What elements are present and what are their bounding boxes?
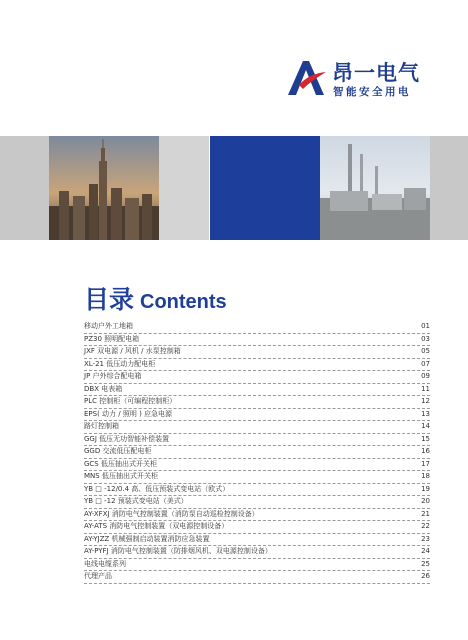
toc-entry[interactable] <box>84 446 430 459</box>
toc-entry[interactable] <box>84 334 430 347</box>
toc-entry-label: GCS 低压抽出式开关柜 <box>84 459 157 468</box>
toc-entry-page: 21 <box>421 509 430 518</box>
toc-entry[interactable] <box>84 546 430 559</box>
toc-entry-page: 18 <box>421 472 430 480</box>
toc-entry[interactable] <box>84 346 430 359</box>
photo-band <box>0 136 468 240</box>
toc-entry[interactable] <box>84 434 430 447</box>
toc-entry-label: 路灯控制箱 <box>84 422 119 430</box>
toc-entry[interactable] <box>84 509 430 522</box>
toc-entry-label: YB □ -12 预装式变电站（美式） <box>84 497 188 505</box>
toc-entry[interactable] <box>84 471 430 484</box>
toc-entry[interactable] <box>84 496 430 509</box>
toc-entry[interactable] <box>84 384 430 397</box>
toc-entry[interactable] <box>84 421 430 434</box>
toc-entry[interactable] <box>84 371 430 384</box>
toc-entry-page: 25 <box>421 559 430 568</box>
toc-entry-page: 13 <box>421 409 430 418</box>
toc-entry-label: AY-PYFJ 消防电气控制装置（防排烟风机、双电源控制设备） <box>84 547 272 555</box>
gray-panel-left <box>0 136 49 240</box>
blue-panel <box>210 136 320 240</box>
power-plant-photo <box>320 136 430 240</box>
toc-entry-label: EPS( 动力 / 照明 ) 应急电源 <box>84 409 173 418</box>
toc-entry-label: PLC 控制柜（可编程控制柜） <box>84 397 177 405</box>
toc-entry-label: 移动户外工地箱 <box>84 322 133 330</box>
toc-entry-label: AY-YJZZ 机械强制启动装置消防应急装置 <box>84 534 210 543</box>
toc-entry-page: 14 <box>421 422 430 430</box>
toc-list <box>84 321 430 584</box>
toc-entry[interactable] <box>84 521 430 534</box>
toc-entry-page: 11 <box>421 384 430 393</box>
toc-entry-label: AY-XFXJ 消防电气控制装置（消防泵自动巡检控制设备） <box>84 509 259 518</box>
toc-entry-page: 12 <box>421 397 430 405</box>
toc-entry-page: 19 <box>421 484 430 493</box>
gray-panel-right <box>430 136 468 240</box>
toc-entry-page: 09 <box>421 372 430 380</box>
company-name: 昂一电气 <box>332 61 420 85</box>
toc-entry[interactable] <box>84 321 430 334</box>
toc-entry-label: JP 户外综合配电箱 <box>84 372 142 380</box>
toc-entry[interactable] <box>84 559 430 572</box>
toc-entry-label: GGD 交流低压配电柜 <box>84 447 152 455</box>
toc-entry-label: AY-ATS 消防电气控制装置（双电源控制设备） <box>84 522 229 530</box>
toc-entry-page: 23 <box>421 534 430 543</box>
toc-entry-page: 01 <box>421 322 430 330</box>
toc-entry-page: 15 <box>421 434 430 443</box>
toc-entry-page: 26 <box>421 572 430 580</box>
toc-entry[interactable] <box>84 571 430 584</box>
toc-entry-page: 07 <box>421 359 430 368</box>
toc-entry-page: 16 <box>421 447 430 455</box>
toc-entry[interactable] <box>84 359 430 372</box>
company-slogan: 智能安全用电 <box>333 86 411 98</box>
toc-entry[interactable] <box>84 484 430 497</box>
toc-entry-label: PZ30 照明配电箱 <box>84 334 140 343</box>
toc-title-chinese: 目录 <box>84 285 135 314</box>
toc-entry-page: 05 <box>421 347 430 355</box>
ay-logo-icon <box>286 55 328 97</box>
toc-entry[interactable] <box>84 396 430 409</box>
toc-entry-label: 代理产品 <box>84 572 112 580</box>
company-logo <box>286 55 436 101</box>
toc-entry-label: XL-21 低压动力配电柜 <box>84 359 156 368</box>
toc-entry-label: JXF 双电源 / 风机 / 水泵控制箱 <box>84 347 181 355</box>
toc-entry-label: 电线电缆系列 <box>84 559 126 568</box>
toc-entry-page: 17 <box>421 459 430 468</box>
gray-panel-center <box>159 136 209 240</box>
toc-entry-label: GGJ 低压无功智能补偿装置 <box>84 434 170 443</box>
city-skyline-photo <box>49 136 159 240</box>
toc-entry-label: MNS 低压抽出式开关柜 <box>84 472 158 480</box>
toc-entry-label: YB □ -12/0.4 高、低压预装式变电站（欧式） <box>84 484 230 493</box>
toc-title <box>84 280 227 316</box>
toc-entry-label: DBX 电表箱 <box>84 384 123 393</box>
toc-entry[interactable] <box>84 409 430 422</box>
toc-entry[interactable] <box>84 534 430 547</box>
toc-entry-page: 24 <box>421 547 430 555</box>
toc-entry-page: 22 <box>421 522 430 530</box>
toc-title-english: Contents <box>140 291 227 313</box>
toc-entry-page: 03 <box>421 334 430 343</box>
toc-entry[interactable] <box>84 459 430 472</box>
toc-entry-page: 20 <box>421 497 430 505</box>
